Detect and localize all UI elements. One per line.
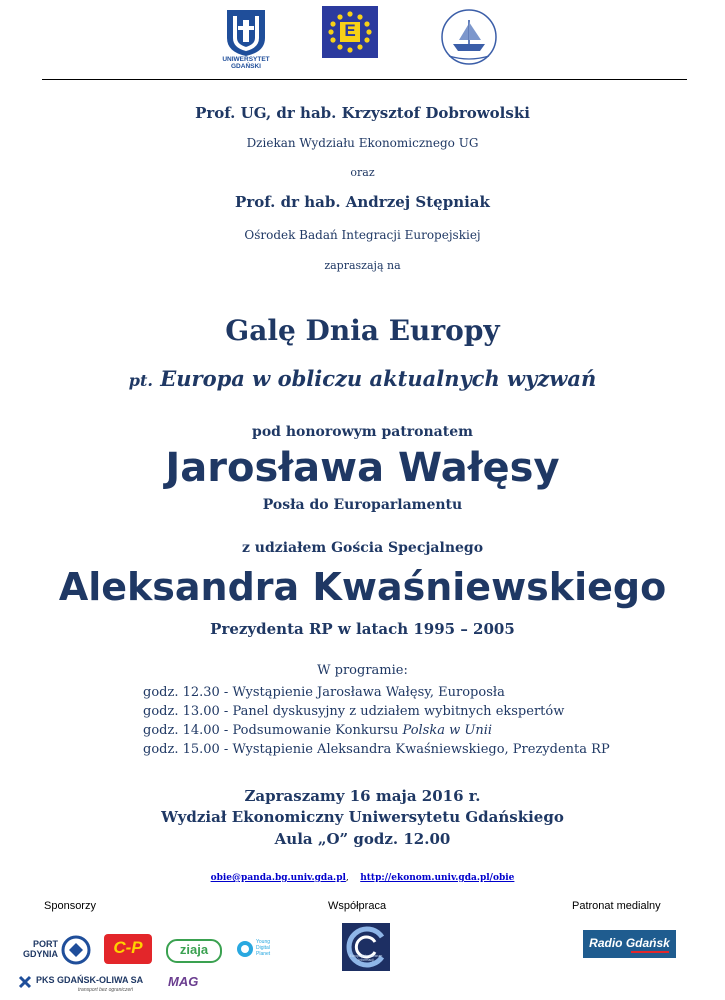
planet-icon — [236, 940, 254, 958]
pks-logo-subtext: transport bez ograniczeń — [78, 987, 134, 993]
header-divider — [42, 79, 687, 80]
port-gdynia-logo — [14, 934, 94, 966]
cooperation-logo — [342, 923, 390, 971]
university-of-gdansk-logo — [213, 8, 279, 70]
ziaja-logo — [166, 939, 222, 963]
host2-role: Ośrodek Badań Integracji Europejskiej — [244, 228, 481, 242]
faculty-of-economics-seal — [433, 6, 505, 68]
link-separator: , — [345, 873, 349, 883]
pks-gdansk-oliwa-logo — [18, 972, 148, 996]
swirl-icon — [342, 923, 390, 971]
port-gdynia-icon — [61, 935, 91, 965]
event-date: Zapraszamy 16 maja 2016 r. — [244, 787, 481, 805]
host1-role: Dziekan Wydziału Ekonomicznego UG — [246, 136, 479, 150]
patron-role: Posła do Europarlamentu — [262, 497, 463, 513]
guest-name: Aleksandra Kwaśniewskiego — [58, 565, 667, 609]
guest-role: Prezydenta RP w latach 1995 – 2005 — [210, 620, 515, 638]
port-gdynia-text: PORT GDYNIA — [22, 939, 58, 959]
cp-logo-text: C-P — [113, 938, 143, 957]
pks-icon — [18, 975, 32, 989]
contact-links — [0, 873, 725, 883]
event-room-time: Aula „O” godz. 12.00 — [274, 830, 451, 848]
event-subtitle — [0, 366, 725, 391]
event-subtitle-prefix: pt. — [128, 371, 153, 390]
sponsors-label: Sponsorzy — [44, 900, 96, 912]
young-digital-planet-logo — [236, 938, 280, 962]
program-item: godz. 15.00 - Wystąpienie Aleksandra Kwaśniewskiego, Prezydenta RP — [143, 742, 610, 757]
program-list — [143, 683, 703, 759]
event-subtitle-text: Europa w obliczu aktualnych wyzwań — [160, 366, 597, 391]
conjunction-and: oraz — [350, 166, 375, 179]
host1-name: Prof. UG, dr hab. Krzysztof Dobrowolski — [195, 104, 530, 122]
radio-gdansk-logo — [583, 930, 676, 958]
program-item: godz. 12.30 - Wystąpienie Jarosława Wałęsy, Europosła — [143, 685, 505, 700]
mag-logo-text: MAG — [168, 974, 199, 989]
patron-name: Jarosława Wałęsy — [165, 445, 560, 491]
event-place: Wydział Ekonomiczny Uniwersytetu Gdańskiego — [161, 808, 564, 826]
host2-name: Prof. dr hab. Andrzej Stępniak — [235, 193, 490, 211]
university-logo-text: UNIWERSYTET GDAŃSKI — [222, 56, 270, 70]
cooperation-label: Współpraca — [328, 900, 387, 912]
program-item-italic: Polska w Unii — [402, 723, 493, 738]
program-item: godz. 13.00 - Panel dyskusyjny z udziałem wybitnych ekspertów — [143, 704, 565, 719]
cp-logo — [104, 934, 152, 964]
radio-gdansk-text: Radio Gdańsk — [589, 936, 670, 950]
media-patronage-label: Patronat medialny — [572, 900, 661, 912]
invite-verb: zapraszają na — [324, 259, 401, 272]
website-link[interactable]: http://ekonom.univ.gda.pl/obie — [360, 873, 515, 883]
guest-intro: z udziałem Gościa Specjalnego — [241, 540, 484, 556]
young-digital-planet-text: Young Digital Planet — [256, 939, 271, 957]
email-link[interactable]: obie@panda.bg.univ.gda.pl — [210, 873, 346, 883]
program-item — [143, 721, 703, 740]
ziaja-logo-text: ziaja — [179, 942, 209, 957]
radio-gdansk-underline — [631, 951, 669, 953]
program-heading: W programie: — [317, 663, 408, 678]
program-item-prefix: godz. 14.00 - Podsumowanie Konkursu — [143, 723, 403, 738]
event-title: Galę Dnia Europy — [225, 314, 500, 347]
cooperation-logo-text: Europejskie Centrum Informacji — [349, 954, 383, 962]
pks-logo-text: PKS GDAŃSK-OLIWA SA — [36, 975, 144, 985]
patronage-intro: pod honorowym patronatem — [252, 424, 473, 440]
european-union-logo — [322, 6, 378, 58]
eu-logo-letter: E — [344, 21, 356, 40]
mag-logo — [168, 972, 214, 992]
